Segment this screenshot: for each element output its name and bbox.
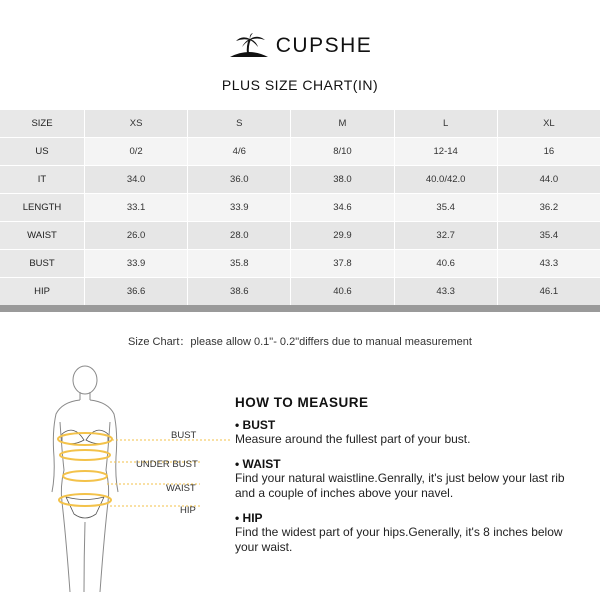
table-cell: 12-14 (394, 138, 497, 165)
table-cell: 35.4 (497, 222, 600, 249)
measure-bust-heading: • BUST (235, 418, 276, 432)
table-row (0, 194, 600, 221)
row-label: US (0, 138, 84, 165)
table-cell: 35.8 (187, 250, 290, 277)
table-cell: S (187, 110, 290, 137)
table-cell: 40.6 (394, 250, 497, 277)
table-cell: 35.4 (394, 194, 497, 221)
table-row (0, 222, 600, 249)
table-cell: 32.7 (394, 222, 497, 249)
howto-title: HOW TO MEASURE (235, 395, 369, 410)
table-cell: 38.0 (290, 166, 393, 193)
table-cell: 36.6 (84, 278, 187, 305)
measure-hip-heading: • HIP (235, 511, 263, 525)
row-label: WAIST (0, 222, 84, 249)
row-label: BUST (0, 250, 84, 277)
table-cell: 0/2 (84, 138, 187, 165)
divider-bar (0, 305, 600, 312)
measurement-note: Size Chart：please allow 0.1"- 0.2"differs due to manual measurement (128, 336, 472, 348)
table-cell: XS (84, 110, 187, 137)
table-cell: 43.3 (394, 278, 497, 305)
measure-bust-desc: Measure around the fullest part of your bust. (235, 432, 471, 446)
table-cell: 4/6 (187, 138, 290, 165)
row-label: IT (0, 166, 84, 193)
table-row (0, 110, 600, 137)
brand-name: CUPSHE (275, 34, 373, 57)
table-cell: 29.9 (290, 222, 393, 249)
table-cell: 16 (497, 138, 600, 165)
label-hip: HIP (180, 505, 196, 516)
table-cell: 36.2 (497, 194, 600, 221)
measure-waist-desc: Find your natural waistline.Genrally, it's just below your last rib and a couple of inches above your navel. (235, 471, 565, 500)
label-bust: BUST (171, 430, 197, 441)
table-row (0, 138, 600, 165)
table-cell: 38.6 (187, 278, 290, 305)
measure-hip-desc: Find the widest part of your hips.Generally, it's 8 inches below your waist. (235, 525, 563, 554)
table-cell: M (290, 110, 393, 137)
table-cell: 28.0 (187, 222, 290, 249)
table-cell: 46.1 (497, 278, 600, 305)
size-table (0, 109, 600, 306)
table-row (0, 166, 600, 193)
body-outline-illustration (40, 362, 250, 592)
table-row (0, 278, 600, 305)
table-row (0, 250, 600, 277)
measure-waist-heading: • WAIST (235, 457, 281, 471)
palm-tree-island-icon (228, 33, 270, 59)
row-label: SIZE (0, 110, 84, 137)
chart-title: PLUS SIZE CHART(IN) (221, 77, 379, 93)
table-cell: 43.3 (497, 250, 600, 277)
brand-header (0, 30, 600, 62)
table-cell: 26.0 (84, 222, 187, 249)
table-cell: 40.6 (290, 278, 393, 305)
measure-bust (235, 418, 585, 447)
label-under-bust: UNDER BUST (136, 459, 198, 470)
table-cell: 34.6 (290, 194, 393, 221)
row-label: LENGTH (0, 194, 84, 221)
how-to-measure (235, 395, 585, 565)
body-figure (40, 362, 250, 592)
measure-waist (235, 457, 585, 501)
table-cell: L (394, 110, 497, 137)
table-cell: 40.0/42.0 (394, 166, 497, 193)
measure-hip (235, 511, 585, 555)
label-waist: WAIST (166, 483, 196, 494)
table-cell: 33.1 (84, 194, 187, 221)
table-cell: XL (497, 110, 600, 137)
table-cell: 37.8 (290, 250, 393, 277)
table-cell: 33.9 (187, 194, 290, 221)
table-cell: 34.0 (84, 166, 187, 193)
table-cell: 36.0 (187, 166, 290, 193)
table-cell: 44.0 (497, 166, 600, 193)
table-cell: 33.9 (84, 250, 187, 277)
table-cell: 8/10 (290, 138, 393, 165)
row-label: HIP (0, 278, 84, 305)
